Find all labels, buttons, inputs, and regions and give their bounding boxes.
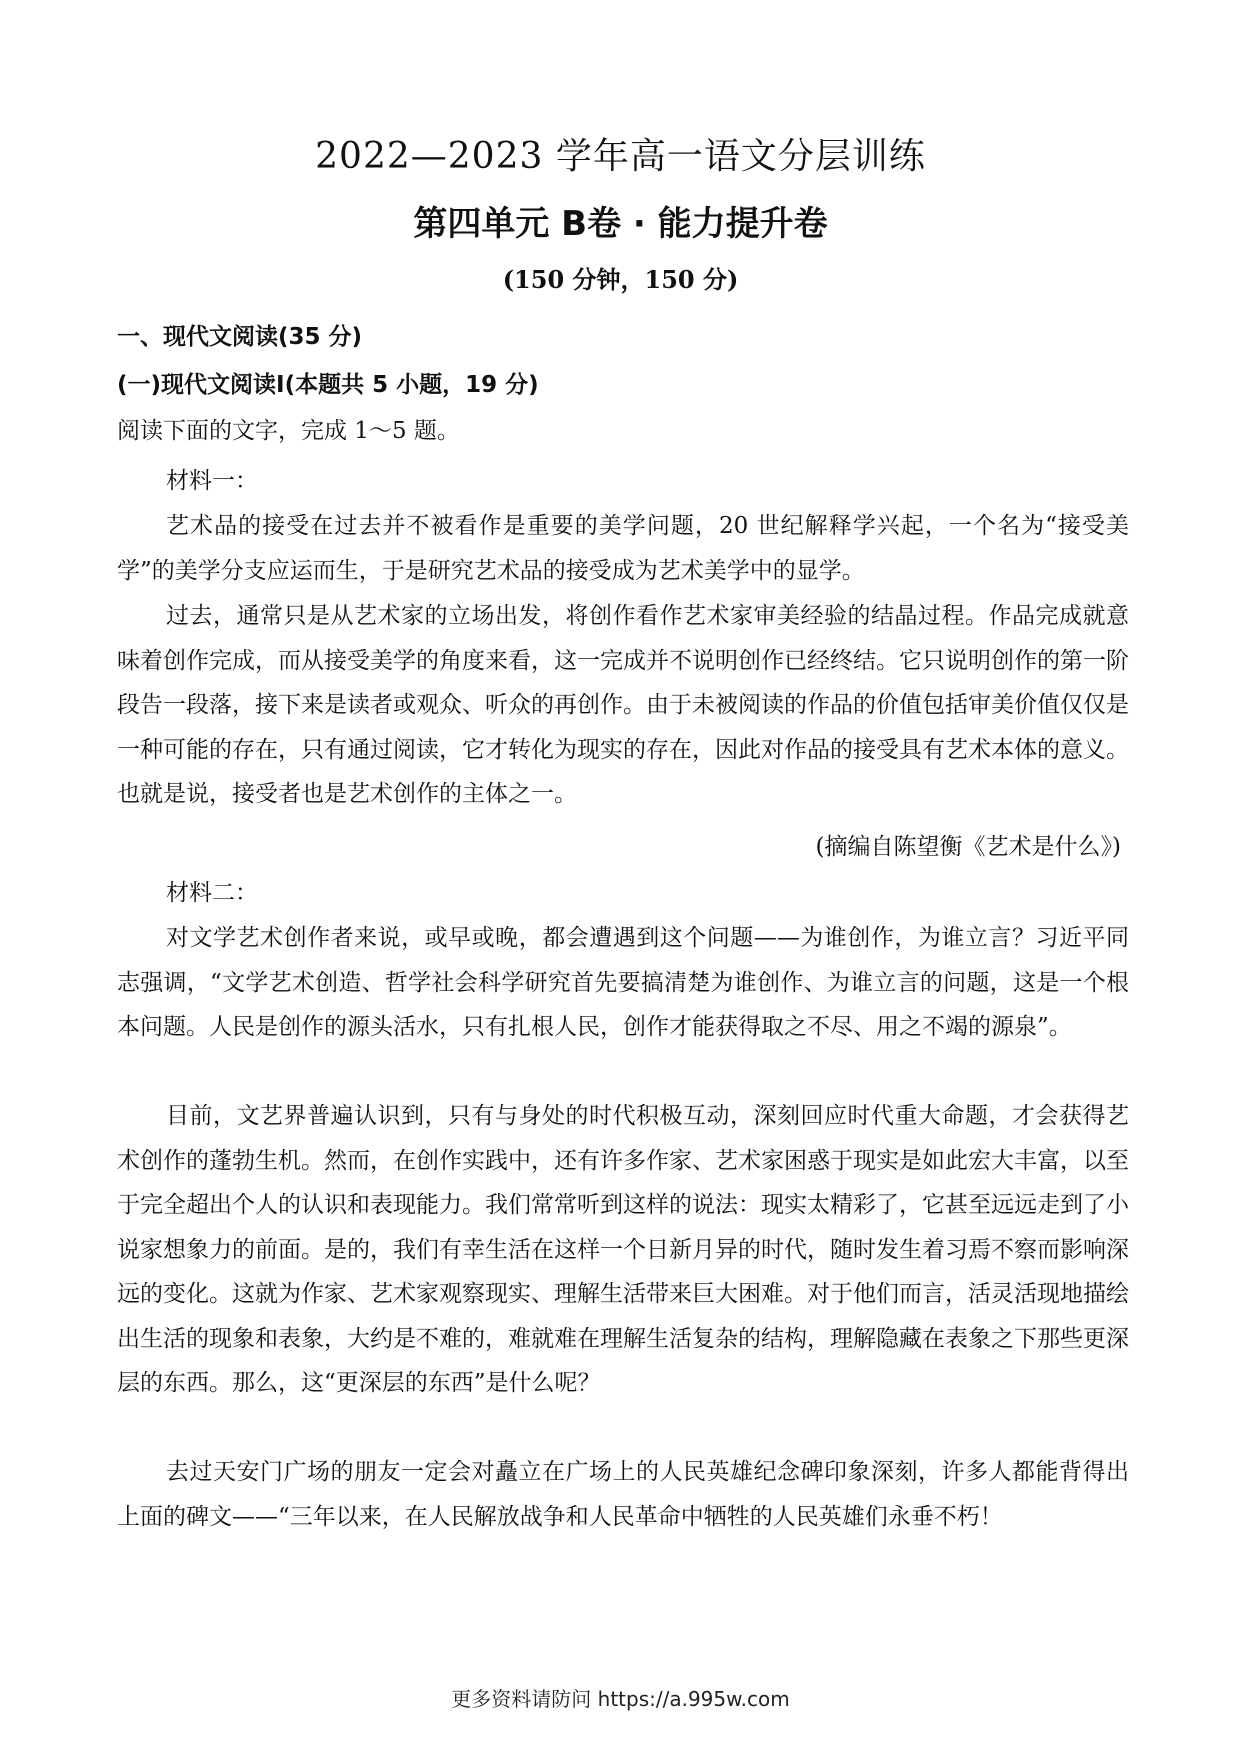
document-subtitle: 第四单元 B卷 · 能力提升卷 bbox=[413, 204, 828, 244]
material-two-label: 材料二： bbox=[166, 880, 258, 906]
material-one-paragraph: 过去，通常只是从艺术家的立场出发，将创作看作艺术家审美经验的结晶过程。作品完成就意味着创作完成，而从接受美学的角度来看，这一完成并不说明创作已经终结。它只说明创作的第一阶段告一段落，接下来是读者或观众、听众的再创作。由于未被阅读的作品的价值包括审美价值仅仅是一种可能的存在，只有通过阅读，它才转化为现实的存在，因此对作品的接受具有艺术本体的意义。也就是说，接受者也是艺术创作的主体之一。 bbox=[117, 603, 1129, 807]
material-two-paragraph: 去过天安门广场的朋友一定会对矗立在广场上的人民英雄纪念碑印象深刻，许多人都能背得出上面的碑文——“三年以来，在人民解放战争和人民革命中牺牲的人民英雄们永垂不朽！ bbox=[117, 1459, 1129, 1530]
exam-duration: (150 分钟，150 分) bbox=[502, 265, 739, 294]
material-one-paragraph: 艺术品的接受在过去并不被看作是重要的美学问题，20 世纪解释学兴起，一个名为“接受美学”的美学分支应运而生，于是研究艺术品的接受成为艺术美学中的显学。 bbox=[117, 513, 1129, 584]
section-heading: 一、现代文阅读(35 分) bbox=[117, 324, 363, 350]
footer-link-text[interactable]: 更多资料请防问 https://a.995w.com bbox=[451, 1687, 790, 1711]
material-two-paragraph: 对文学艺术创作者来说，或早或晚，都会遭遇到这个问题——为谁创作，为谁立言？习近平同志强调，“文学艺术创造、哲学社会科学研究首先要搞清楚为谁创作、为谁立言的问题，这是一个根本问题。人民是创作的源头活水，只有扎根人民，创作才能获得取之不尽、用之不竭的源泉”。 bbox=[117, 925, 1129, 1040]
material-two-paragraph: 目前，文艺界普遍认识到，只有与身处的时代积极互动，深刻回应时代重大命题，才会获得艺术创作的蓬勃生机。然而，在创作实践中，还有许多作家、艺术家困惑于现实是如此宏大丰富，以至于完全超出个人的认识和表现能力。我们常常听到这样的说法：现实太精彩了，它甚至远远走到了小说家想象力的前面。是的，我们有幸生活在这样一个日新月异的时代，随时发生着习焉不察而影响深远的变化。这就为作家、艺术家观察现实、理解生活带来巨大困难。对于他们而言，活灵活现地描绘出生活的现象和表象，大约是不难的，难就难在理解生活复杂的结构，理解隐藏在表象之下那些更深层的东西。那么，这“更深层的东西”是什么呢？ bbox=[117, 1103, 1129, 1396]
reading-instruction: 阅读下面的文字，完成 1～5 题。 bbox=[117, 418, 460, 444]
material-one-source: (摘编自陈望衡《艺术是什么》) bbox=[815, 834, 1121, 860]
document-title: 2022—2023 学年高一语文分层训练 bbox=[315, 136, 926, 177]
material-one-label: 材料一： bbox=[166, 468, 258, 494]
subsection-heading: (一)现代文阅读Ⅰ(本题共 5 小题，19 分) bbox=[117, 372, 539, 398]
